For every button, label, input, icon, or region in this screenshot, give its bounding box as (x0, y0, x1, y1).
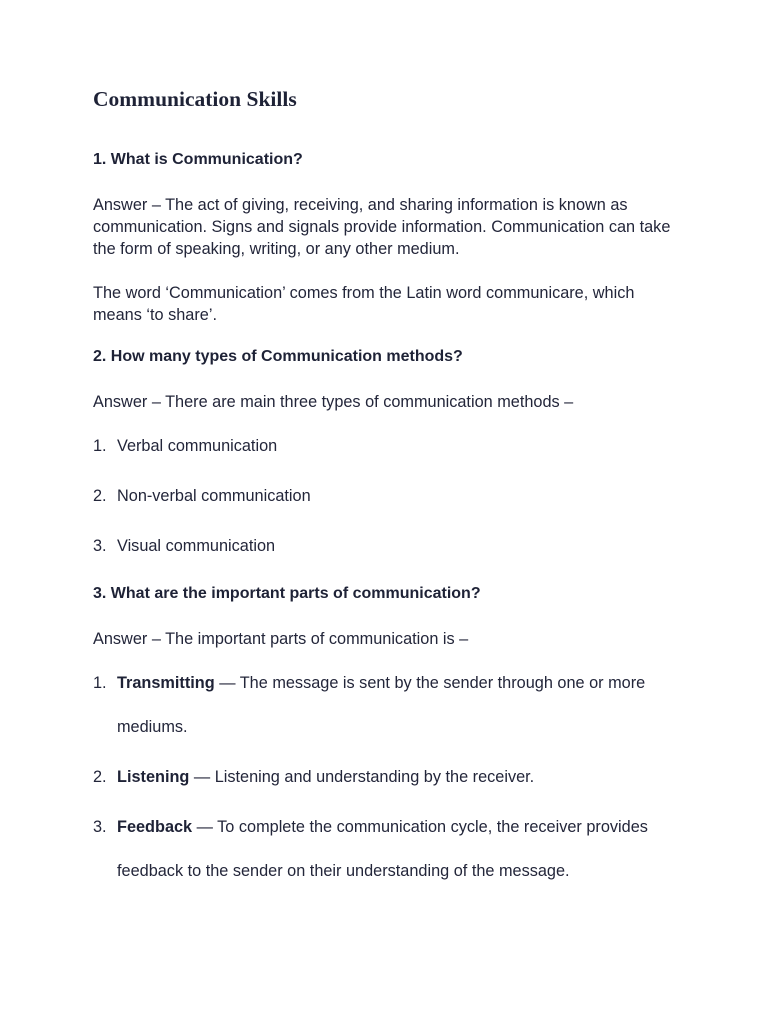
list-item-number: 3. (93, 818, 107, 836)
list-item-number: 3. (93, 537, 107, 555)
list-item-term: Transmitting (117, 674, 215, 692)
question-1-answer-paragraph: Answer – The act of giving, receiving, and sharing information is known as communication. Signs and signals provide information. Communication can take the form of speaking, writing, or any other medium. (93, 196, 671, 258)
list-item-number: 2. (93, 768, 107, 786)
list-item-text (117, 805, 657, 893)
list-item-text (117, 661, 657, 749)
document-title: Communication Skills (93, 87, 297, 111)
question-2-answer-paragraph: Answer – There are main three types of communication methods – (93, 393, 574, 411)
list-item-text: Verbal communication (117, 437, 278, 455)
list-item-description: — To complete the communication cycle, the receiver provides feedback to the sender on their understanding of the message. (117, 818, 648, 880)
list-item-term: Feedback (117, 818, 193, 836)
question-1-heading: 1. What is Communication? (93, 151, 303, 168)
question-2-heading: 2. How many types of Communication methods? (93, 348, 463, 365)
list-item-text: Visual communication (117, 537, 276, 555)
list-item-description: — The message is sent by the sender through one or more mediums. (117, 674, 646, 736)
question-3-heading: 3. What are the important parts of communication? (93, 585, 481, 602)
list-item-description: — Listening and understanding by the receiver. (189, 768, 535, 786)
question-3-answer-paragraph: Answer – The important parts of communication is – (93, 630, 469, 648)
list-item-text (117, 755, 657, 799)
list-item-text: Non-verbal communication (117, 487, 311, 505)
question-1-etymology-paragraph: The word ‘Communication’ comes from the Latin word communicare, which means ‘to share’. (93, 284, 635, 324)
list-item-number: 1. (93, 437, 107, 455)
list-item-number: 1. (93, 674, 107, 692)
list-item-term: Listening (117, 768, 190, 786)
list-item-number: 2. (93, 487, 107, 505)
